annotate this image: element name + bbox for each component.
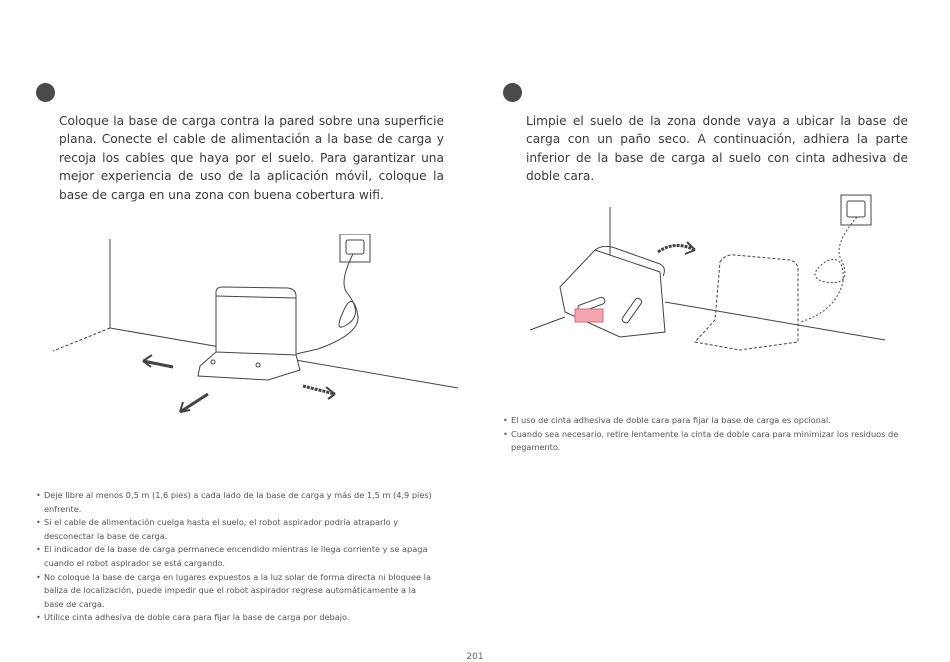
note-item: • Si el cable de alimentación cuelga hasta el suelo, el robot aspirador podría atraparlo y desconectar la base de carga. — [36, 516, 438, 543]
note-item: • Cuando sea necesario, retire lentamente la cinta de doble cara para minimizar los residuos de pegamento. — [503, 428, 915, 455]
step-1-paragraph: Coloque la base de carga contra la pared sobre una superficie plana. Conecte el cable de alimentación a la base de carga y recoja los cables que haya por el suelo. Para garantizar una mejor experiencia de uso de la aplicación móvil, coloque la base de carga en una zona con buena cobertura wifi. — [59, 114, 444, 202]
note-item: • El indicador de la base de carga permanece encendido mientras le llega corriente y se apaga cuando el robot aspirador se está cargando. — [36, 543, 438, 570]
step-1-notes — [36, 489, 438, 625]
note-item: • El uso de cinta adhesiva de doble cara para fijar la base de carga es opcional. — [503, 414, 915, 428]
note-item: • Deje libre al menos 0,5 m (1,6 pies) a cada lado de la base de carga y más de 1,5 m (4,9 pies) enfrente. — [36, 489, 438, 516]
note-item: • No coloque la base de carga en lugares expuestos a la luz solar de forma directa ni bloquee la baliza de localización, puede impedir que el robot aspirador regrese automáticamente a la base de carga. — [36, 571, 438, 612]
step-2-paragraph: Limpie el suelo de la zona donde vaya a ubicar la base de carga con un paño seco. A continuación, adhiera la parte inferior de la base de carga al suelo con cinta adhesiva de doble cara. — [526, 114, 908, 184]
step-2-marker — [503, 83, 522, 102]
step-1-marker — [36, 83, 55, 102]
page-number: 201 — [466, 652, 484, 662]
dock-placement-illustration — [48, 234, 468, 419]
step-2-notes — [503, 414, 915, 455]
note-item: • Utilice cinta adhesiva de doble cara para fijar la base de carga por debajo. — [36, 611, 438, 625]
dock-adhesive-illustration — [525, 192, 900, 362]
